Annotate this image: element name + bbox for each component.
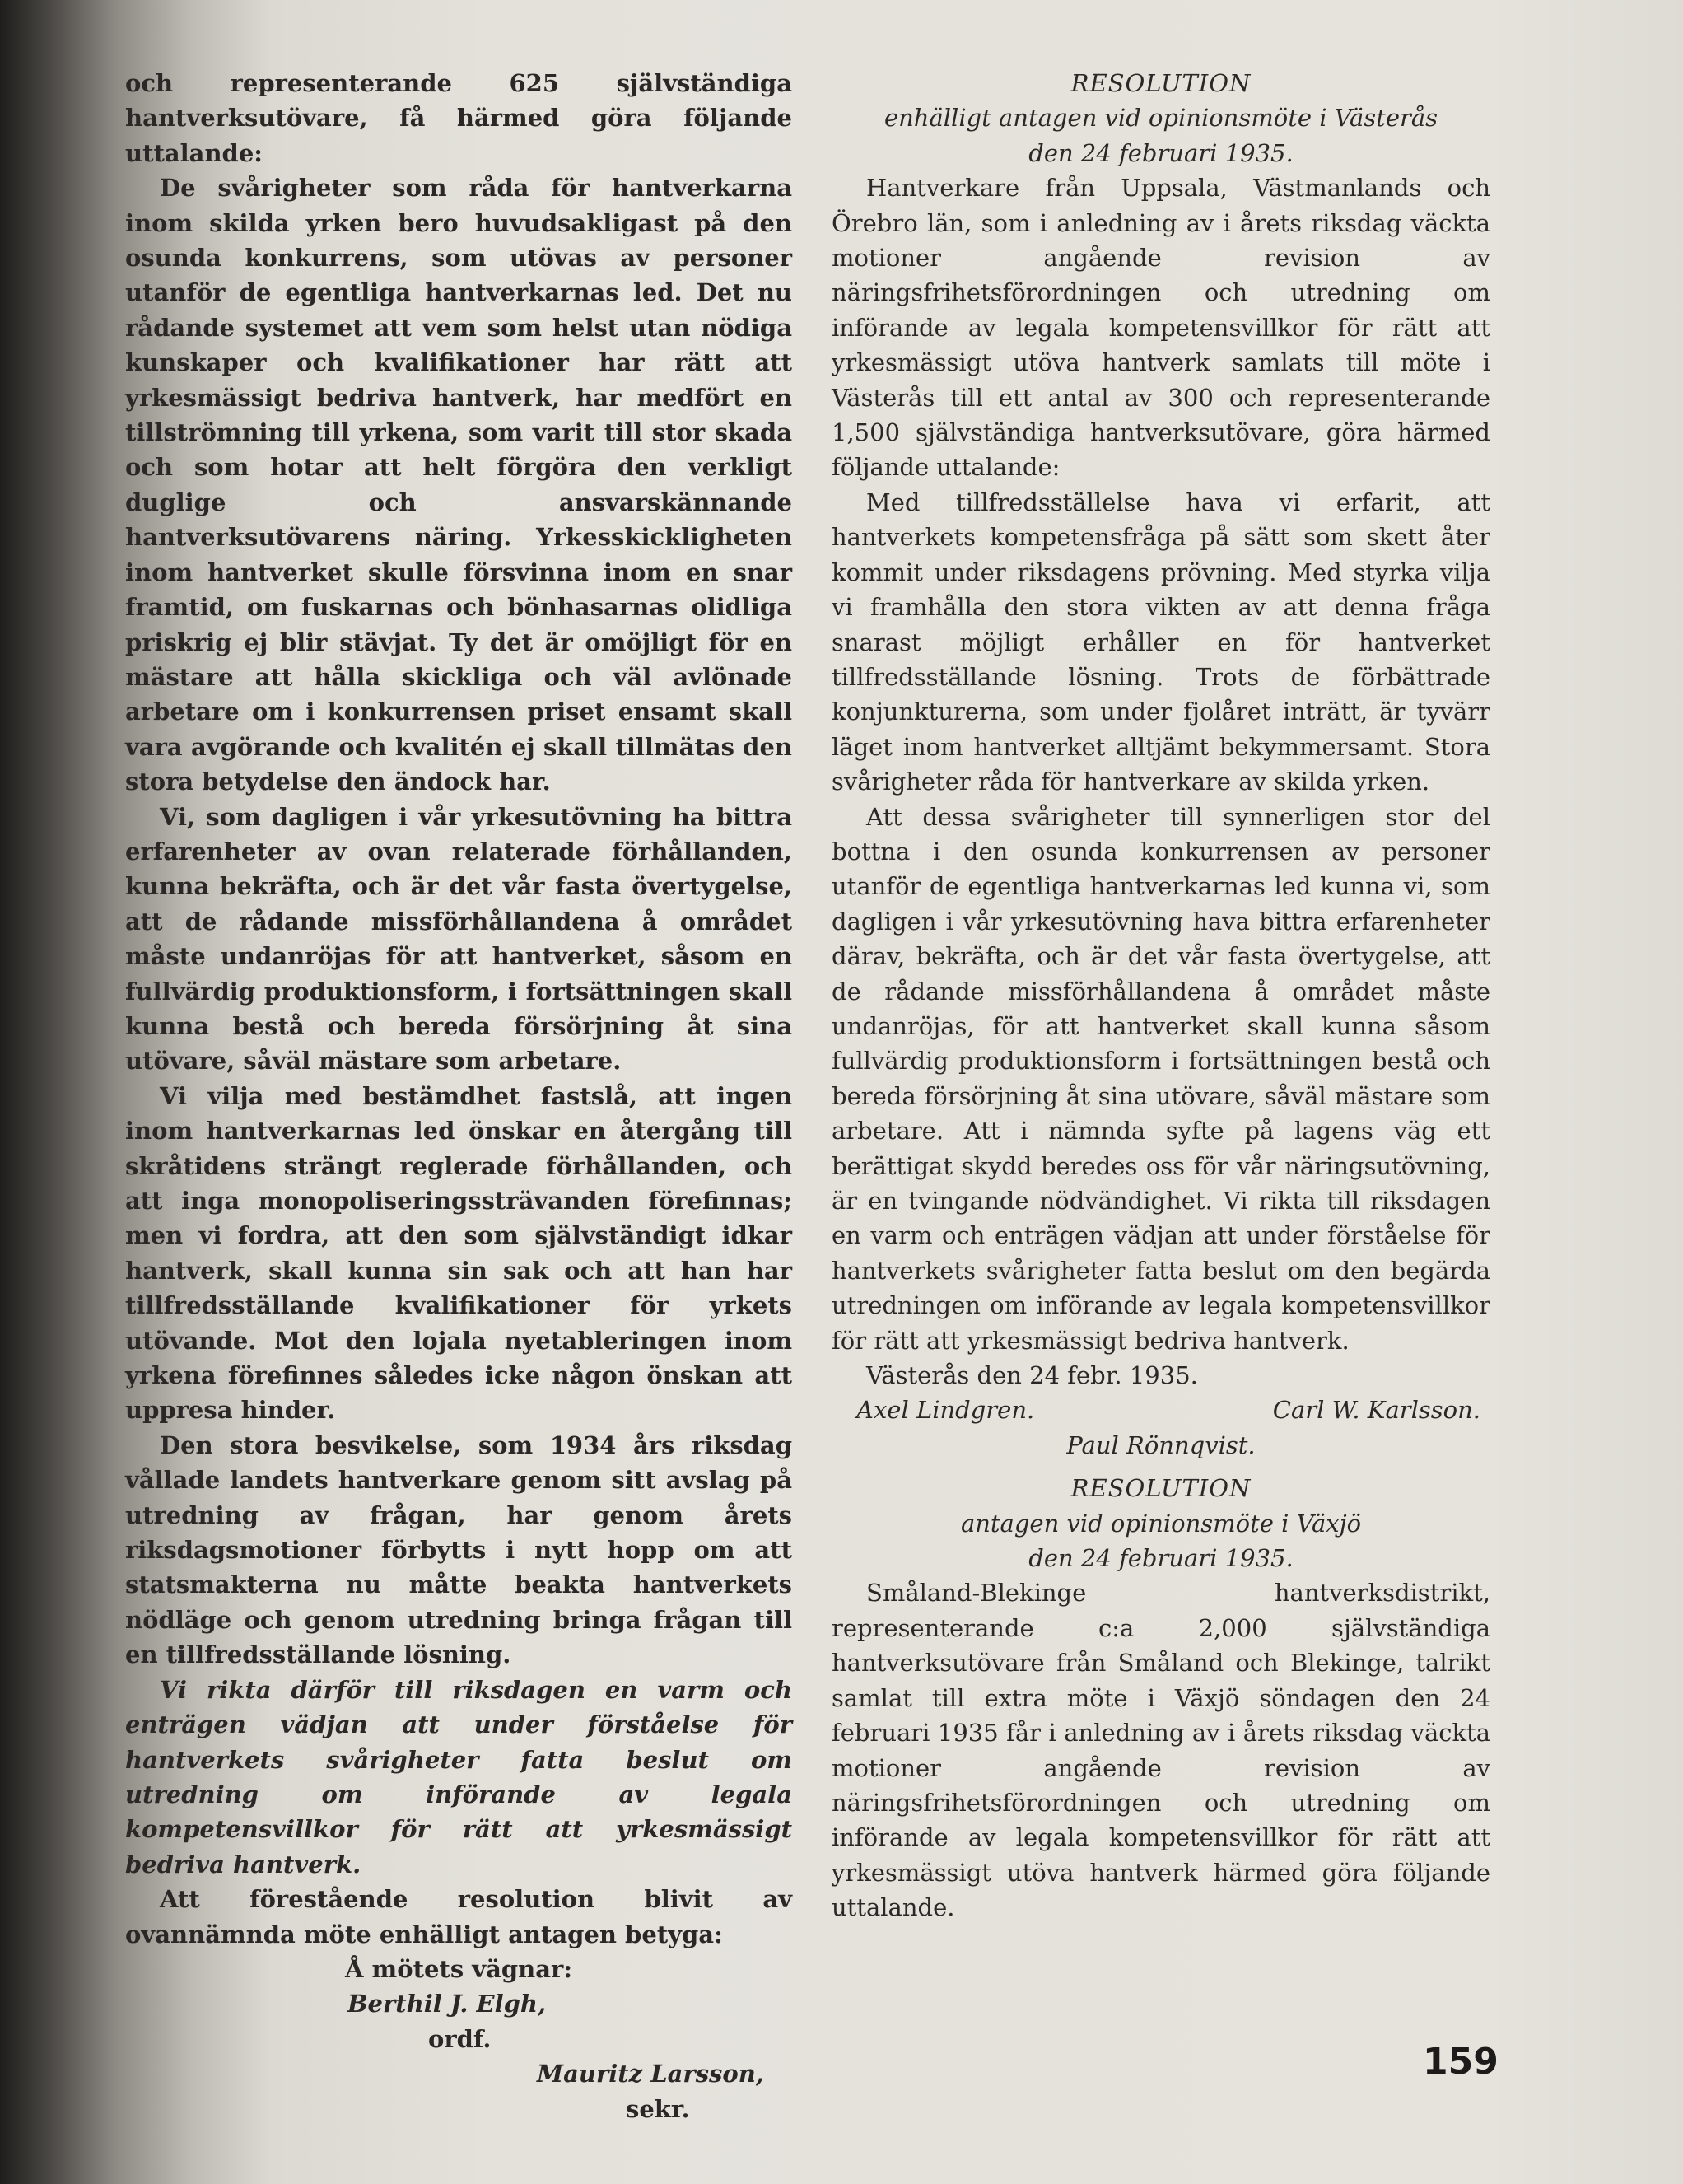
resolution-1-signers (832, 1393, 1490, 1427)
on-behalf-line: Å mötets vägnar: (344, 1954, 573, 1983)
resolution-1-paragraph-2: Med tillfredsställelse hava vi erfarit, att hantverkets kompetensfråga på sätt som skett åter kommit under riksdagens prövning. Med styrka vilja vi framhålla den stora vikten av att denna fråga snarast möjligt erhåller en för hantverket tillfredsställande lösning. Trots de förbättrade konjunkturerna, som under fjolåret inträtt, är tyvärr läget inom hantverket alltjämt bekymmersamt. Stora svårigheter råda för hantverkare av skilda yrken. (832, 488, 1490, 796)
resolution-1-place-date: Västerås den 24 febr. 1935. (866, 1361, 1198, 1390)
left-closing: Att förestående resolution blivit av ovannämnda möte enhälligt antagen betyga: (125, 1885, 792, 1948)
left-paragraph-2: De svårigheter som råda för hantverkarna inom skilda yrken bero huvudsakligast på den osunda konkurrens, som utövas av personer utanför de egentliga hantverkarnas led. Det nu rådande systemet att vem som helst utan nödiga kunskaper och kvalifikationer har rätt att yrkesmässigt bedriva hantverk, har medfört en tillströmning till yrkena, som varit till stor skada och som hotar att helt förgöra den verkligt duglige och ansvarskännande hantverksutövarens näring. Yrkesskickligheten inom hantverket skulle försvinna inom en snar framtid, om fuskarnas och bönhasarnas olidliga priskrig ej blir stävjat. Ty det är omöjligt för en mästare att hålla skickliga och väl avlönade arbetare om i konkurrensen priset ensamt skall vara avgörande och kvalitén ej skall tillmätas den stora betydelse den ändock har. (125, 174, 792, 796)
resolution-2-heading: RESOLUTION (1070, 1474, 1252, 1503)
resolution-2-subheading-1: antagen vid opinionsmöte i Växjö (960, 1509, 1362, 1538)
signer-axel-lindgren: Axel Lindgren. (856, 1396, 1035, 1425)
right-column (832, 66, 1490, 1925)
resolution-1-paragraph-3: Att dessa svårigheter till synnerligen stor del bottna i den osunda konkurrensen av personer utanför de egentliga hantverkarnas led kunna vi, som dagligen i vår yrkesutövning hava bittra erfarenheter därav, bekräfta, och är det vår fasta övertygelse, att de rådande missförhållandena å området måste undanröjas, för att hantverket skall kunna såsom fullvärdig produktionsform i fortsättningen bestå och bereda försörjning åt sina utövare, såväl mästare som arbetare. Att i nämnda syfte på lagens väg ett berättigat skydd beredes oss för vår näringsutövning, är en tvingande nödvändighet. Vi rikta till riksdagen en varm och enträgen vädjan att under förståelse för hantverkets svårigheter fatta beslut om den begärda utredningen om införande av legala kompetensvillkor för rätt att yrkesmässigt bedriva hantverk. (832, 802, 1490, 1355)
secretary-signature: Mauritz Larsson, (537, 2060, 764, 2088)
left-paragraph-4: Vi vilja med bestämdhet fastslå, att ingen inom hantverkarnas led önskar en återgång till skråtidens strängt reglerade förhållanden, och att inga monopoliseringssträvanden förefinnas; men vi fordra, att den som självständigt idkar hantverk, skall kunna sin sak och att han har tillfredsställande kvalifikationer för yrkets utövande. Mot den lojala nyetableringen inom yrkena förefinnes således icke någon önskan att uppresa hinder. (125, 1081, 792, 1425)
chair-title: ordf. (428, 2024, 492, 2053)
resolution-1-heading: RESOLUTION (1070, 69, 1252, 97)
chair-signature: Berthil J. Elgh, (347, 1990, 547, 2018)
resolution-2-subheading-2: den 24 februari 1935. (1028, 1544, 1294, 1573)
left-column (125, 66, 792, 2126)
resolution-1-subheading-2: den 24 februari 1935. (1028, 138, 1294, 167)
signer-paul-ronnqvist: Paul Rönnqvist. (1066, 1430, 1256, 1459)
left-italic-appeal: Vi rikta därför till riksdagen en varm och enträgen vädjan att under förståelse för hantverkets svårigheter fatta beslut om utredning om införande av legala kompetensvillkor för rätt att yrkesmässigt bedriva hantverk. (125, 1675, 792, 1878)
signer-carl-karlsson: Carl W. Karlsson. (1272, 1396, 1480, 1425)
resolution-1-paragraph-1: Hantverkare från Uppsala, Västmanlands och Örebro län, som i anledning av i årets riksdag väckta motioner angående revision av näringsfrihetsförordningen och utredning om införande av legala kompetensvillkor för rätt att yrkesmässigt utöva hantverk samlats till möte i Västerås till ett antal av 300 och representerande 1,500 självständiga hantverksutövare, göra härmed följande uttalande: (832, 174, 1490, 482)
resolution-2-paragraph: Småland-Blekinge hantverksdistrikt, representerande c:a 2,000 självständiga hantverksutövare från Småland och Blekinge, talrikt samlat till extra möte i Växjö söndagen den 24 februari 1935 får i anledning av i årets riksdag väckta motioner angående revision av näringsfrihetsförordningen och utredning om införande av legala kompetensvillkor för rätt att yrkesmässigt utöva hantverk härmed göra följande uttalande. (832, 1579, 1490, 1922)
left-paragraph-5: Den stora besvikelse, som 1934 års riksdag vållade landets hantverkare genom sitt avslag på utredning av frågan, har genom årets riksdagsmotioner förbytts i nytt hopp om att statsmakterna nu måtte beakta hantverkets nödläge och genom utredning bringa frågan till en tillfredsställande lösning. (125, 1430, 792, 1669)
resolution-1-subheading-1: enhälligt antagen vid opinionsmöte i Västerås (883, 104, 1438, 133)
left-paragraph-3: Vi, som dagligen i vår yrkesutövning ha bittra erfarenheter av ovan relaterade förhållanden, kunna bekräfta, och är det vår fasta övertygelse, att de rådande missförhållandena å området måste undanröjas för att hantverket, såsom en fullvärdig produktionsform, i fortsättningen skall kunna bestå och bereda försörjning åt sina utövare, såväl mästare som arbetare. (125, 802, 792, 1076)
left-paragraph-1: och representerande 625 självständiga hantverksutövare, få härmed göra följande uttalande: (125, 69, 792, 167)
secretary-title: sekr. (626, 2094, 690, 2123)
page-number: 159 (1423, 2041, 1499, 2083)
